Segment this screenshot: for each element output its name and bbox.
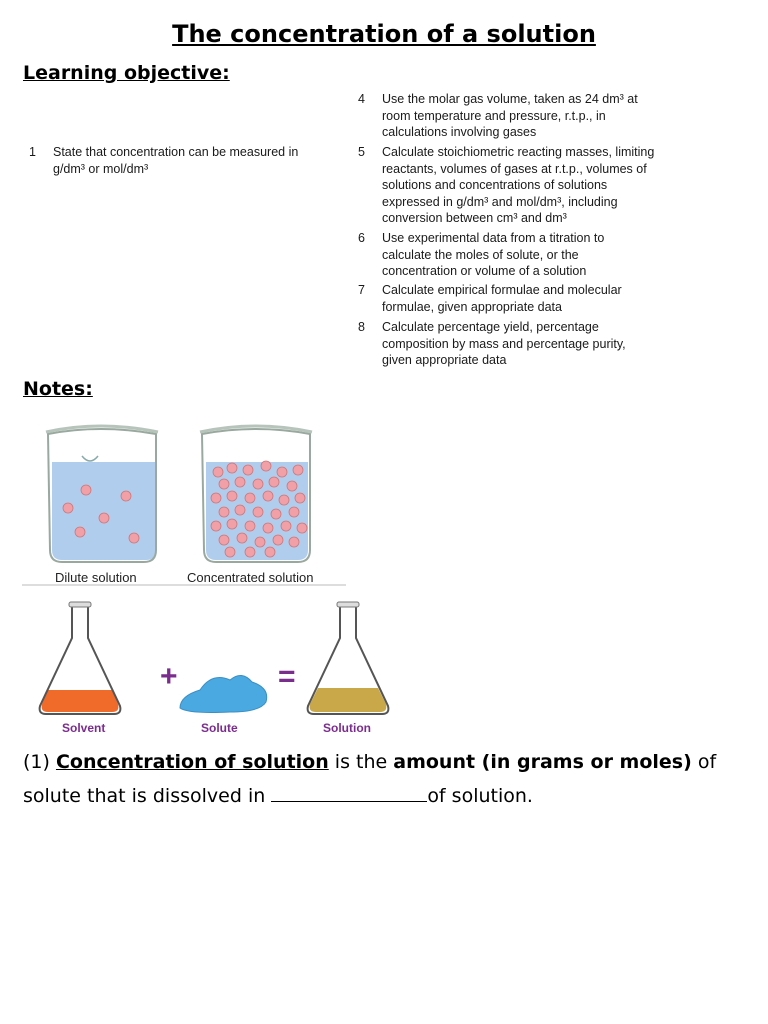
dilute-solution-caption: Dilute solution xyxy=(55,570,137,585)
objective-text: Calculate stoichiometric reacting masses, limiting reactants, volumes of gases at r.t.p., volumes of solutions and concentrations of solutions expressed in g/dm³ and mol/dm³, including conversion between cm³ and dm³ xyxy=(382,145,655,225)
learning-objective-heading: Learning objective: xyxy=(23,62,230,84)
solute-label: Solute xyxy=(201,721,238,735)
definition-rest: of solute that is dissolved in xyxy=(23,751,717,807)
page-title: The concentration of a solution xyxy=(172,20,596,48)
objective-text: State that concentration can be measured in g/dm³ or mol/dm³ xyxy=(53,145,299,176)
objective-number: 1 xyxy=(29,145,36,159)
objective-number: 8 xyxy=(358,320,365,334)
objective-number: 6 xyxy=(358,231,365,245)
definition-paragraph xyxy=(23,745,743,813)
objective-text: Use the molar gas volume, taken as 24 dm³ at room temperature and pressure, r.t.p., in calculations involving gases xyxy=(382,92,638,139)
solute-pile-icon xyxy=(180,675,267,712)
plus-symbol: + xyxy=(160,660,178,693)
objective-text: Use experimental data from a titration to calculate the moles of solute, or the concentration or volume of a solution xyxy=(382,231,605,278)
solvent-flask-icon xyxy=(40,602,121,714)
definition-end: of solution. xyxy=(427,785,533,807)
objective-text: Calculate percentage yield, percentage composition by mass and percentage purity, given appropriate data xyxy=(382,320,626,367)
objective-text: Calculate empirical formulae and molecular formulae, given appropriate data xyxy=(382,283,622,314)
definition-is-the: is the xyxy=(334,751,388,773)
definition-answer-blank[interactable] xyxy=(271,781,427,802)
beakers-illustration xyxy=(20,420,350,590)
solution-flask-icon xyxy=(308,602,389,714)
definition-amount: amount (in grams or moles) xyxy=(393,751,692,773)
notes-heading: Notes: xyxy=(23,378,93,400)
definition-number: (1) xyxy=(23,751,50,773)
concentrated-beaker xyxy=(200,426,312,562)
definition-term: Concentration of solution xyxy=(55,751,329,773)
dilute-beaker xyxy=(46,426,158,562)
concentrated-solution-caption: Concentrated solution xyxy=(187,570,314,585)
equals-symbol: = xyxy=(278,660,296,693)
objective-number: 5 xyxy=(358,145,365,159)
solution-label: Solution xyxy=(323,721,371,735)
objective-number: 7 xyxy=(358,283,365,297)
solution-equation-illustration xyxy=(30,600,410,720)
objective-number: 4 xyxy=(358,92,365,106)
solvent-label: Solvent xyxy=(62,721,106,735)
